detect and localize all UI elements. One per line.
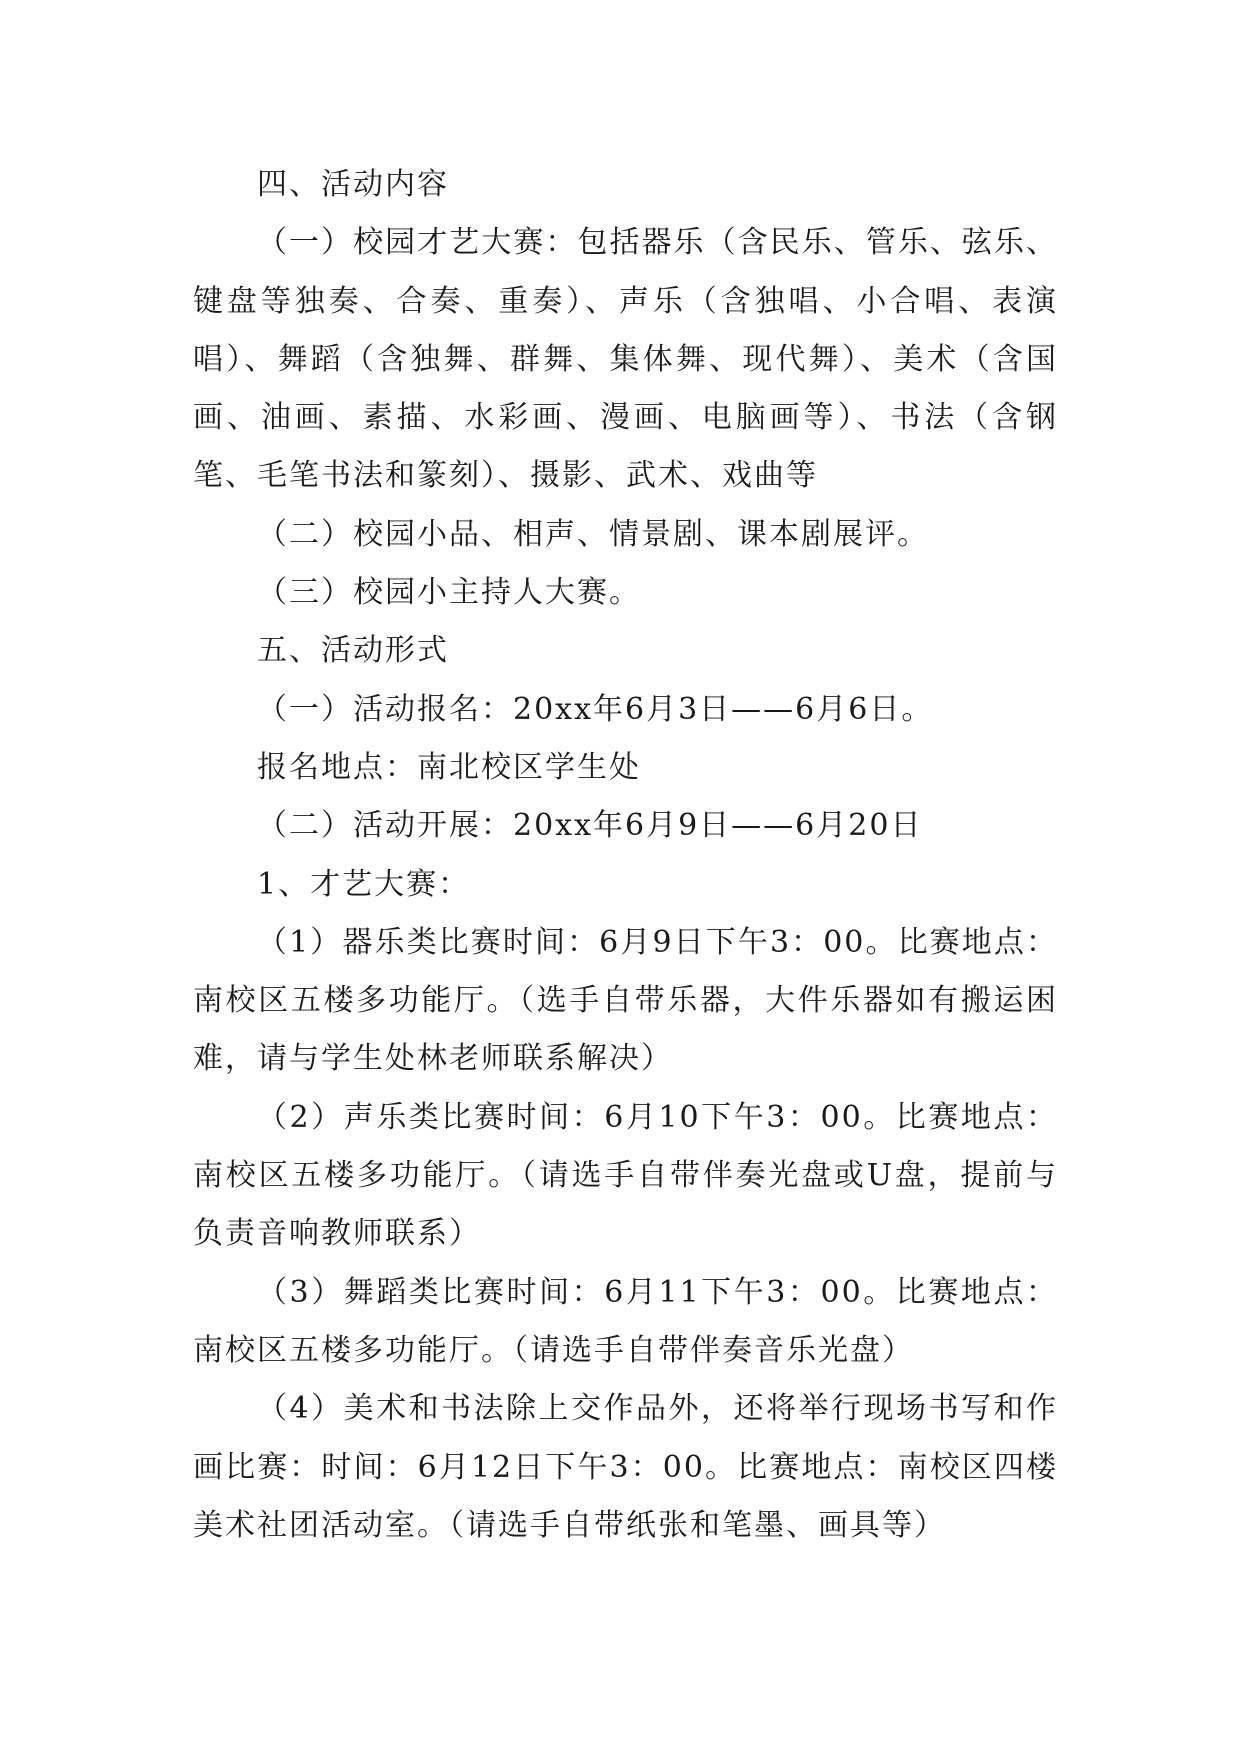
paragraph-vocal: （2）声乐类比赛时间：6月10下午3：00。比赛地点：南校区五楼多功能厅。（请选手自带伴奏光盘或U盘，提前与负责音响教师联系） xyxy=(193,1099,1058,1252)
paragraph-dance: （3）舞蹈类比赛时间：6月11下午3：00。比赛地点：南校区五楼多功能厅。（请选手自带伴奏音乐光盘） xyxy=(193,1274,1058,1368)
paragraph-art-calligraphy: （4）美术和书法除上交作品外，还将举行现场书写和作画比赛：时间：6月12日下午3：00。比赛地点：南校区四楼美术社团活动室。（请选手自带纸张和笔墨、画具等） xyxy=(193,1391,1058,1543)
section-heading-activity-content: 四、活动内容 xyxy=(257,167,449,202)
paragraph-talent-contest-heading: 1、才艺大赛： xyxy=(257,866,471,902)
paragraph-instrumental: （1）器乐类比赛时间：6月9日下午3：00。比赛地点：南校区五楼多功能厅。（选手自带乐器，大件乐器如有搬运困难，请与学生处林老师联系解决） xyxy=(193,924,1058,1077)
paragraph-registration-location: 报名地点：南北校区学生处 xyxy=(257,749,641,785)
section-heading-activity-format: 五、活动形式 xyxy=(257,633,449,669)
paragraph-sketch-review: （二）校园小品、相声、情景剧、课本剧展评。 xyxy=(257,516,929,552)
document-body xyxy=(193,156,1058,1555)
paragraph-talent-contest: （一）校园才艺大赛：包括器乐（含民乐、管乐、弦乐、键盘等独奏、合奏、重奏）、声乐（含独唱、小合唱、表演唱）、舞蹈（含独舞、群舞、集体舞、现代舞）、美术（含国画、油画、素描、水彩画、漫画、电脑画等）、书法（含钢笔、毛笔书法和篆刻）、摄影、武术、戏曲等 xyxy=(193,225,1058,494)
paragraph-activity-schedule: （二）活动开展：20xx年6月9日——6月20日 xyxy=(257,808,923,844)
paragraph-registration: （一）活动报名：20xx年6月3日——6月6日。 xyxy=(257,691,934,727)
paragraph-host-contest: （三）校园小主持人大赛。 xyxy=(257,575,641,611)
